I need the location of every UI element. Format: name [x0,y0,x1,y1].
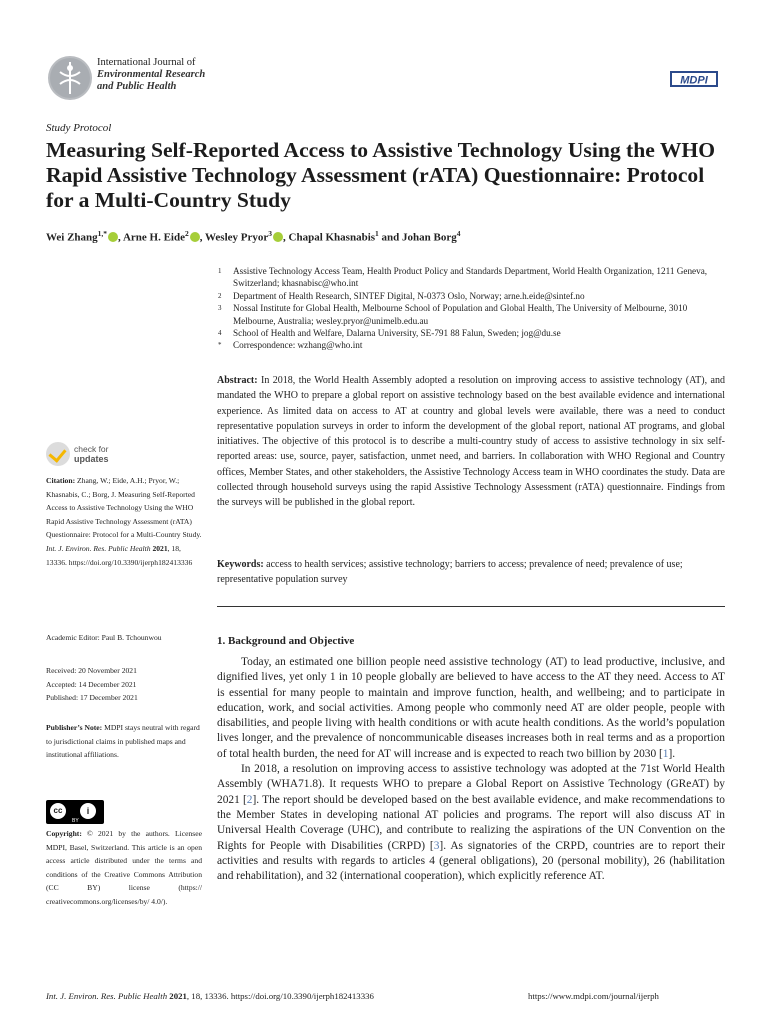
author-list [46,229,461,244]
publisher-note-text: MDPI stays neutral with regard to jurisdictional claims in published maps and institutional affiliations. [46,723,200,760]
footer-rest: , 18, 13336. https://doi.org/10.3390/ijerph182413336 [186,991,374,1001]
author-separator: , [199,231,206,244]
affiliation-text: Department of Health Research, SINTEF Digital, N-0373 Oslo, Norway; arne.h.eide@sintef.no [233,290,585,301]
author-separator: , [283,231,289,244]
dates-block [46,664,202,705]
section-divider [217,606,725,607]
paragraph-2-end: ]. As signatories of the CRPD, countries are to report their activities and results with regards to articles 4 (general obligations), 20 (personal mobility), 26 (habilitation and rehabilitation), and 32 (international cooperation), which explicitly reference AT. [217,839,725,883]
paragraph-1-text: Today, an estimated one billion people need assistive technology (AT) to lead productive, inclusive, and dignified lives, yet only 1 in 10 people globally are believed to have access to the AT they need. Access to AT is essential for many people to maintain and improve function, health, and wellbeing; and to participate in education, work, and social activities. Among people who commonly need AT are older people, people with disabilities, and people living with health conditions or with acute health conditions. As the world’s population lives longer, and the prevalence of noncommunicable diseases increases both in real terms and as a proportion of total health burden, the need for AT will increase and is expected to reach two billion by 2030 [ [217,656,725,760]
author-name: Wesley Pryor [205,231,269,244]
affiliation-item [218,327,718,339]
footer-citation [46,991,374,1001]
paragraph-2-mid: ]. The report should be developed based on the best available evidence, and make recommendations to the Member States in developing national AT policies and programs. The report will also discuss AT in Universal Health Coverage (UHC), and contribute to realizing the aspirations of the UN Convention on the Rights for People with Disabilities (CRPD) [ [217,793,725,852]
orcid-icon[interactable] [273,232,283,242]
received-date: Received: 20 November 2021 [46,666,137,675]
paragraph-1 [217,655,725,762]
by-person-icon: i [80,803,96,819]
journal-logo-icon [48,56,92,100]
citation-journal: Int. J. Environ. Res. Public Health [46,543,151,553]
keywords-label: Keywords: [217,559,264,570]
citation-year: 2021 [152,543,168,553]
academic-editor: Academic Editor: Paul B. Tchounwou [46,633,162,642]
copyright-block [46,827,202,909]
footer-year: 2021 [169,991,187,1001]
affiliation-number: 1 [218,267,222,275]
cc-by-label: BY [72,818,79,824]
mdpi-logo-icon [668,68,720,90]
footer-journal: Int. J. Environ. Res. Public Health [46,991,168,1001]
paragraph-2-text: In 2018, a resolution on improving access to assistive technology was adopted at the 71st World Health Assembly (WHA71.8). It requests WHO to prepare a Global Report on Assistive Technology (GReAT) by 2021 [ [217,763,725,806]
affiliation-text: School of Health and Welfare, Dalarna University, SE-791 88 Falun, Sweden; jog@du.se [233,328,561,339]
affiliation-number: 3 [218,304,222,313]
copyright-text: © 2021 by the authors. Licensee MDPI, Basel, Switzerland. This article is an open access article distributed under the terms and conditions of the Creative Commons Attribution (CC BY) license (https:// creativecommons.org/licenses/by/ 4.0/). [46,829,202,906]
publisher-name: MDPI [680,74,708,87]
journal-name-line3: and Public Health [97,81,177,92]
author-name: Johan Borg [402,231,457,244]
affiliation-item [218,265,718,290]
citation-label: Citation: [46,476,76,485]
journal-name [97,57,205,93]
author-affiliation-mark: 1 [375,229,379,238]
citation-rest: , 18, 13336. https://doi.org/10.3390/ijerph182413336 [46,543,193,567]
footer-journal-url[interactable]: https://www.mdpi.com/journal/ijerph [528,991,659,1001]
affiliation-number: * [218,341,222,350]
author-name: Wei Zhang [46,231,98,244]
affiliation-item [218,339,718,351]
citation-link-3[interactable]: 3 [433,839,440,852]
author-name: Arne H. Eide [122,231,185,244]
affiliations [218,265,718,352]
body-text [217,655,725,884]
orcid-icon[interactable] [190,232,200,242]
published-date: Published: 17 December 2021 [46,693,138,703]
journal-name-line2: Environmental Research [97,69,206,80]
check-updates-icon [46,442,70,466]
orcid-icon[interactable] [108,232,118,242]
author-name: Chapal Khasnabis [288,231,376,244]
affiliation-number: 2 [218,291,222,300]
copyright-label: Copyright: [46,829,82,838]
cc-icon: cc [50,803,66,819]
keywords [217,557,725,588]
publisher-note-label: Publisher’s Note: [46,723,103,732]
check-for-updates-button[interactable] [46,442,166,468]
citation-link-1[interactable]: 1 [662,747,669,760]
author-affiliation-mark: 3 [268,229,273,238]
citation-link-2[interactable]: 2 [246,793,253,806]
abstract-text: In 2018, the World Health Assembly adopted a resolution on improving access to assistive technology (AT), and mandated the WHO to prepare a global report on assistive technology based on the best available evidence and international experience. As limited data on access to AT at country and global levels were available, there was a need to conduct representative population surveys in order to inform the development of the global report, national AT programs, and global initiatives. The objective of this protocol is to describe a multi-country study of access to assistive technology in six self-reported areas: use, source, payer, satisfaction, unmet need, and barriers. In collaboration with WHO Regional and Country offices, Member States, and other stakeholders, the Assistive Technology Access team in WHO coordinates the study. Data are collected through household surveys using the rapid Assistive Technology Assessment (rATA) questionnaire. Findings from the surveys will be published in the global report. [217,375,725,509]
publisher-note [46,721,202,762]
journal-name-line1: International Journal of [97,57,196,68]
author-affiliation-mark: 4 [456,229,461,238]
citation-text: Zhang, W.; Eide, A.H.; Pryor, W.; Khasnabis, C.; Borg, J. Measuring Self-Reported Access to Assistive Technology Using the WHO Rapid Assistive Technology Assessment (rATA) Questionnaire: Protocol for a Multi-Country Study. [46,476,202,540]
article-title: Measuring Self-Reported Access to Assistive Technology Using the WHO Rapid Assistive Technology Assessment (rATA) Questionnaire: Protocol for a Multi-Country Study [46,138,716,212]
citation-block [46,474,202,569]
cc-by-license-badge[interactable] [46,800,104,824]
affiliation-text: Nossal Institute for Global Health, Melbourne School of Population and Global Health, The University of Melbourne, 3010 Melbourne, Australia; wesley.pryor@unimelb.edu.au [233,303,688,326]
affiliation-number: 4 [218,329,222,338]
abstract [217,373,725,511]
author-affiliation-mark: 1,* [97,229,108,238]
affiliation-text: Correspondence: wzhang@who.int [233,340,363,351]
keywords-text: access to health services; assistive technology; barriers to access; prevalence of need; prevalence of use; representative population survey [217,559,683,586]
article-type: Study Protocol [46,122,112,134]
check-updates-line2: updates [74,454,109,464]
accepted-date: Accepted: 14 December 2021 [46,679,137,689]
affiliation-item [218,302,718,327]
affiliation-item [218,290,718,302]
paragraph-1-end: ]. [668,747,676,760]
abstract-label: Abstract: [217,375,258,386]
author-affiliation-mark: 2 [184,229,189,238]
paragraph-2 [217,762,725,884]
author-separator: and [378,231,403,244]
author-separator: , [118,231,123,244]
affiliation-text: Assistive Technology Access Team, Health Product Policy and Standards Department, World Health Organization, 1211 Geneva, Switzerland; khasnabisc@who.int [233,266,708,289]
check-updates-line1: check for [74,444,109,454]
section-heading: 1. Background and Objective [217,635,355,647]
